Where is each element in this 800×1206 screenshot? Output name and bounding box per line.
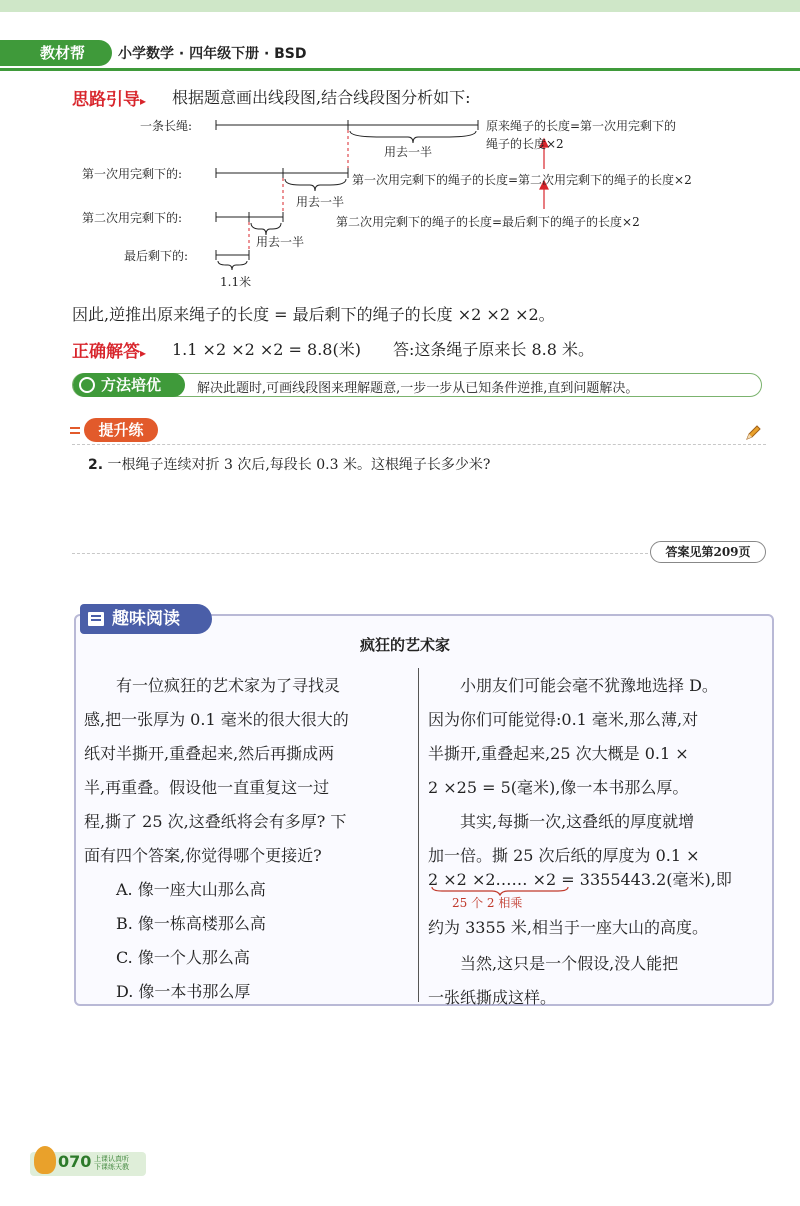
question-number: 2. (88, 457, 104, 473)
reading-label: 趣味阅读 (112, 609, 180, 629)
note-1-line-1: 原来绳子的长度=第一次用完剩下的 (486, 119, 677, 133)
diagram-svg (0, 105, 800, 295)
analysis-text: 根据题意画出线段图,结合线段图分析如下: (172, 88, 471, 107)
row-label-1: 一条长绳: (140, 119, 193, 133)
mascot-icon (34, 1146, 56, 1174)
row-label-4: 最后剩下的: (124, 249, 189, 263)
method-label: 方法培优 (101, 376, 162, 394)
header-decoration (0, 0, 800, 12)
final-length-label: 1.1米 (220, 275, 252, 289)
footer-note: 上课认真听 下课练天教 (94, 1155, 129, 1171)
right-line: 2 ×25 = 5(毫米),像一本书那么厚。 (428, 778, 689, 797)
line-segment-diagram (0, 105, 800, 295)
page-number: 070 (58, 1152, 92, 1171)
column-divider (418, 668, 419, 1002)
book-icon (88, 612, 104, 626)
left-line: 面有四个答案,你觉得哪个更接近? (84, 846, 322, 865)
brace-row-4 (218, 261, 247, 270)
question-text: 一根绳子连续对折 3 次后,每段长 0.3 米。这根绳子长多少米? (107, 457, 491, 473)
header-title: 小学数学 · 四年级下册 · BSD (118, 46, 307, 62)
right-line: 当然,这只是一个假设,没人能把 (428, 954, 679, 973)
used-half-label-1: 用去一半 (384, 145, 433, 159)
conclusion-text: 因此,逆推出原来绳子的长度 = 最后剩下的绳子的长度 ×2 ×2 ×2。 (72, 305, 555, 324)
left-line: 纸对半撕开,重叠起来,然后再撕成两 (84, 744, 335, 763)
note-2: 第一次用完剩下的绳子的长度=第二次用完剩下的绳子的长度×2 (352, 173, 692, 187)
note-1-line-2: 绳子的长度×2 (486, 137, 564, 151)
used-half-label-2: 用去一半 (296, 195, 345, 209)
header-divider (0, 68, 800, 71)
right-line-formula: 2 ×2 ×2…… ×2 = 3355443.2(毫米),即 (428, 870, 732, 889)
reading-tag (80, 604, 212, 634)
note-3: 第二次用完剩下的绳子的长度=最后剩下的绳子的长度×2 (336, 215, 640, 229)
solution-label: 正确解答▸ (72, 342, 147, 362)
underbrace-label: 25 个 2 相乘 (452, 896, 523, 910)
right-line: 一张纸撕成这样。 (428, 988, 557, 1007)
magnifier-icon (79, 377, 95, 393)
used-half-label-3: 用去一半 (256, 235, 305, 249)
solution-text: 1.1 ×2 ×2 ×2 = 8.8(米) 答:这条绳子原来长 8.8 米。 (172, 340, 594, 359)
analysis-label: 思路引导▸ (72, 90, 147, 110)
row-label-3: 第二次用完剩下的: (82, 211, 183, 225)
reading-title: 疯狂的艺术家 (360, 636, 451, 654)
option-c: C. 像一个人那么高 (84, 948, 250, 967)
brace-row-2 (285, 179, 346, 191)
method-text: 解决此题时,可画线段图来理解题意,一步一步从已知条件逆推,直到问题解决。 (197, 381, 639, 396)
practice-question (88, 454, 490, 474)
brace-row-1 (350, 131, 476, 143)
practice-tag: 提升练 (84, 418, 158, 442)
right-line: 因为你们可能觉得:0.1 毫米,那么薄,对 (428, 710, 699, 729)
left-line: 半,再重叠。假设他一直重复这一过 (84, 778, 330, 797)
left-line: 有一位疯狂的艺术家为了寻找灵 (84, 676, 341, 695)
right-line: 约为 3355 米,相当于一座大山的高度。 (428, 918, 708, 937)
right-line: 其实,每撕一次,这叠纸的厚度就增 (428, 812, 695, 831)
right-line: 半撕开,重叠起来,25 次大概是 0.1 × (428, 744, 689, 763)
method-box (72, 373, 762, 397)
left-line: 感,把一张厚为 0.1 毫米的很大很大的 (84, 710, 349, 729)
pencil-icon (744, 424, 762, 442)
right-line: 加一倍。撕 25 次后纸的厚度为 0.1 × (428, 846, 700, 865)
left-line: 程,撕了 25 次,这叠纸将会有多厚? 下 (84, 812, 347, 831)
option-b: B. 像一栋高楼那么高 (84, 914, 266, 933)
method-tag (73, 373, 185, 397)
practice-divider (72, 444, 766, 445)
answer-divider (72, 553, 648, 554)
row-label-2: 第一次用完剩下的: (82, 167, 183, 181)
practice-dash-decoration (70, 427, 80, 429)
answer-reference: 答案见第209页 (650, 541, 766, 563)
header-tag: 教材帮 (0, 40, 112, 66)
option-d: D. 像一本书那么厚 (84, 982, 251, 1001)
right-line: 小朋友们可能会毫不犹豫地选择 D。 (428, 676, 718, 695)
option-a: A. 像一座大山那么高 (84, 880, 266, 899)
